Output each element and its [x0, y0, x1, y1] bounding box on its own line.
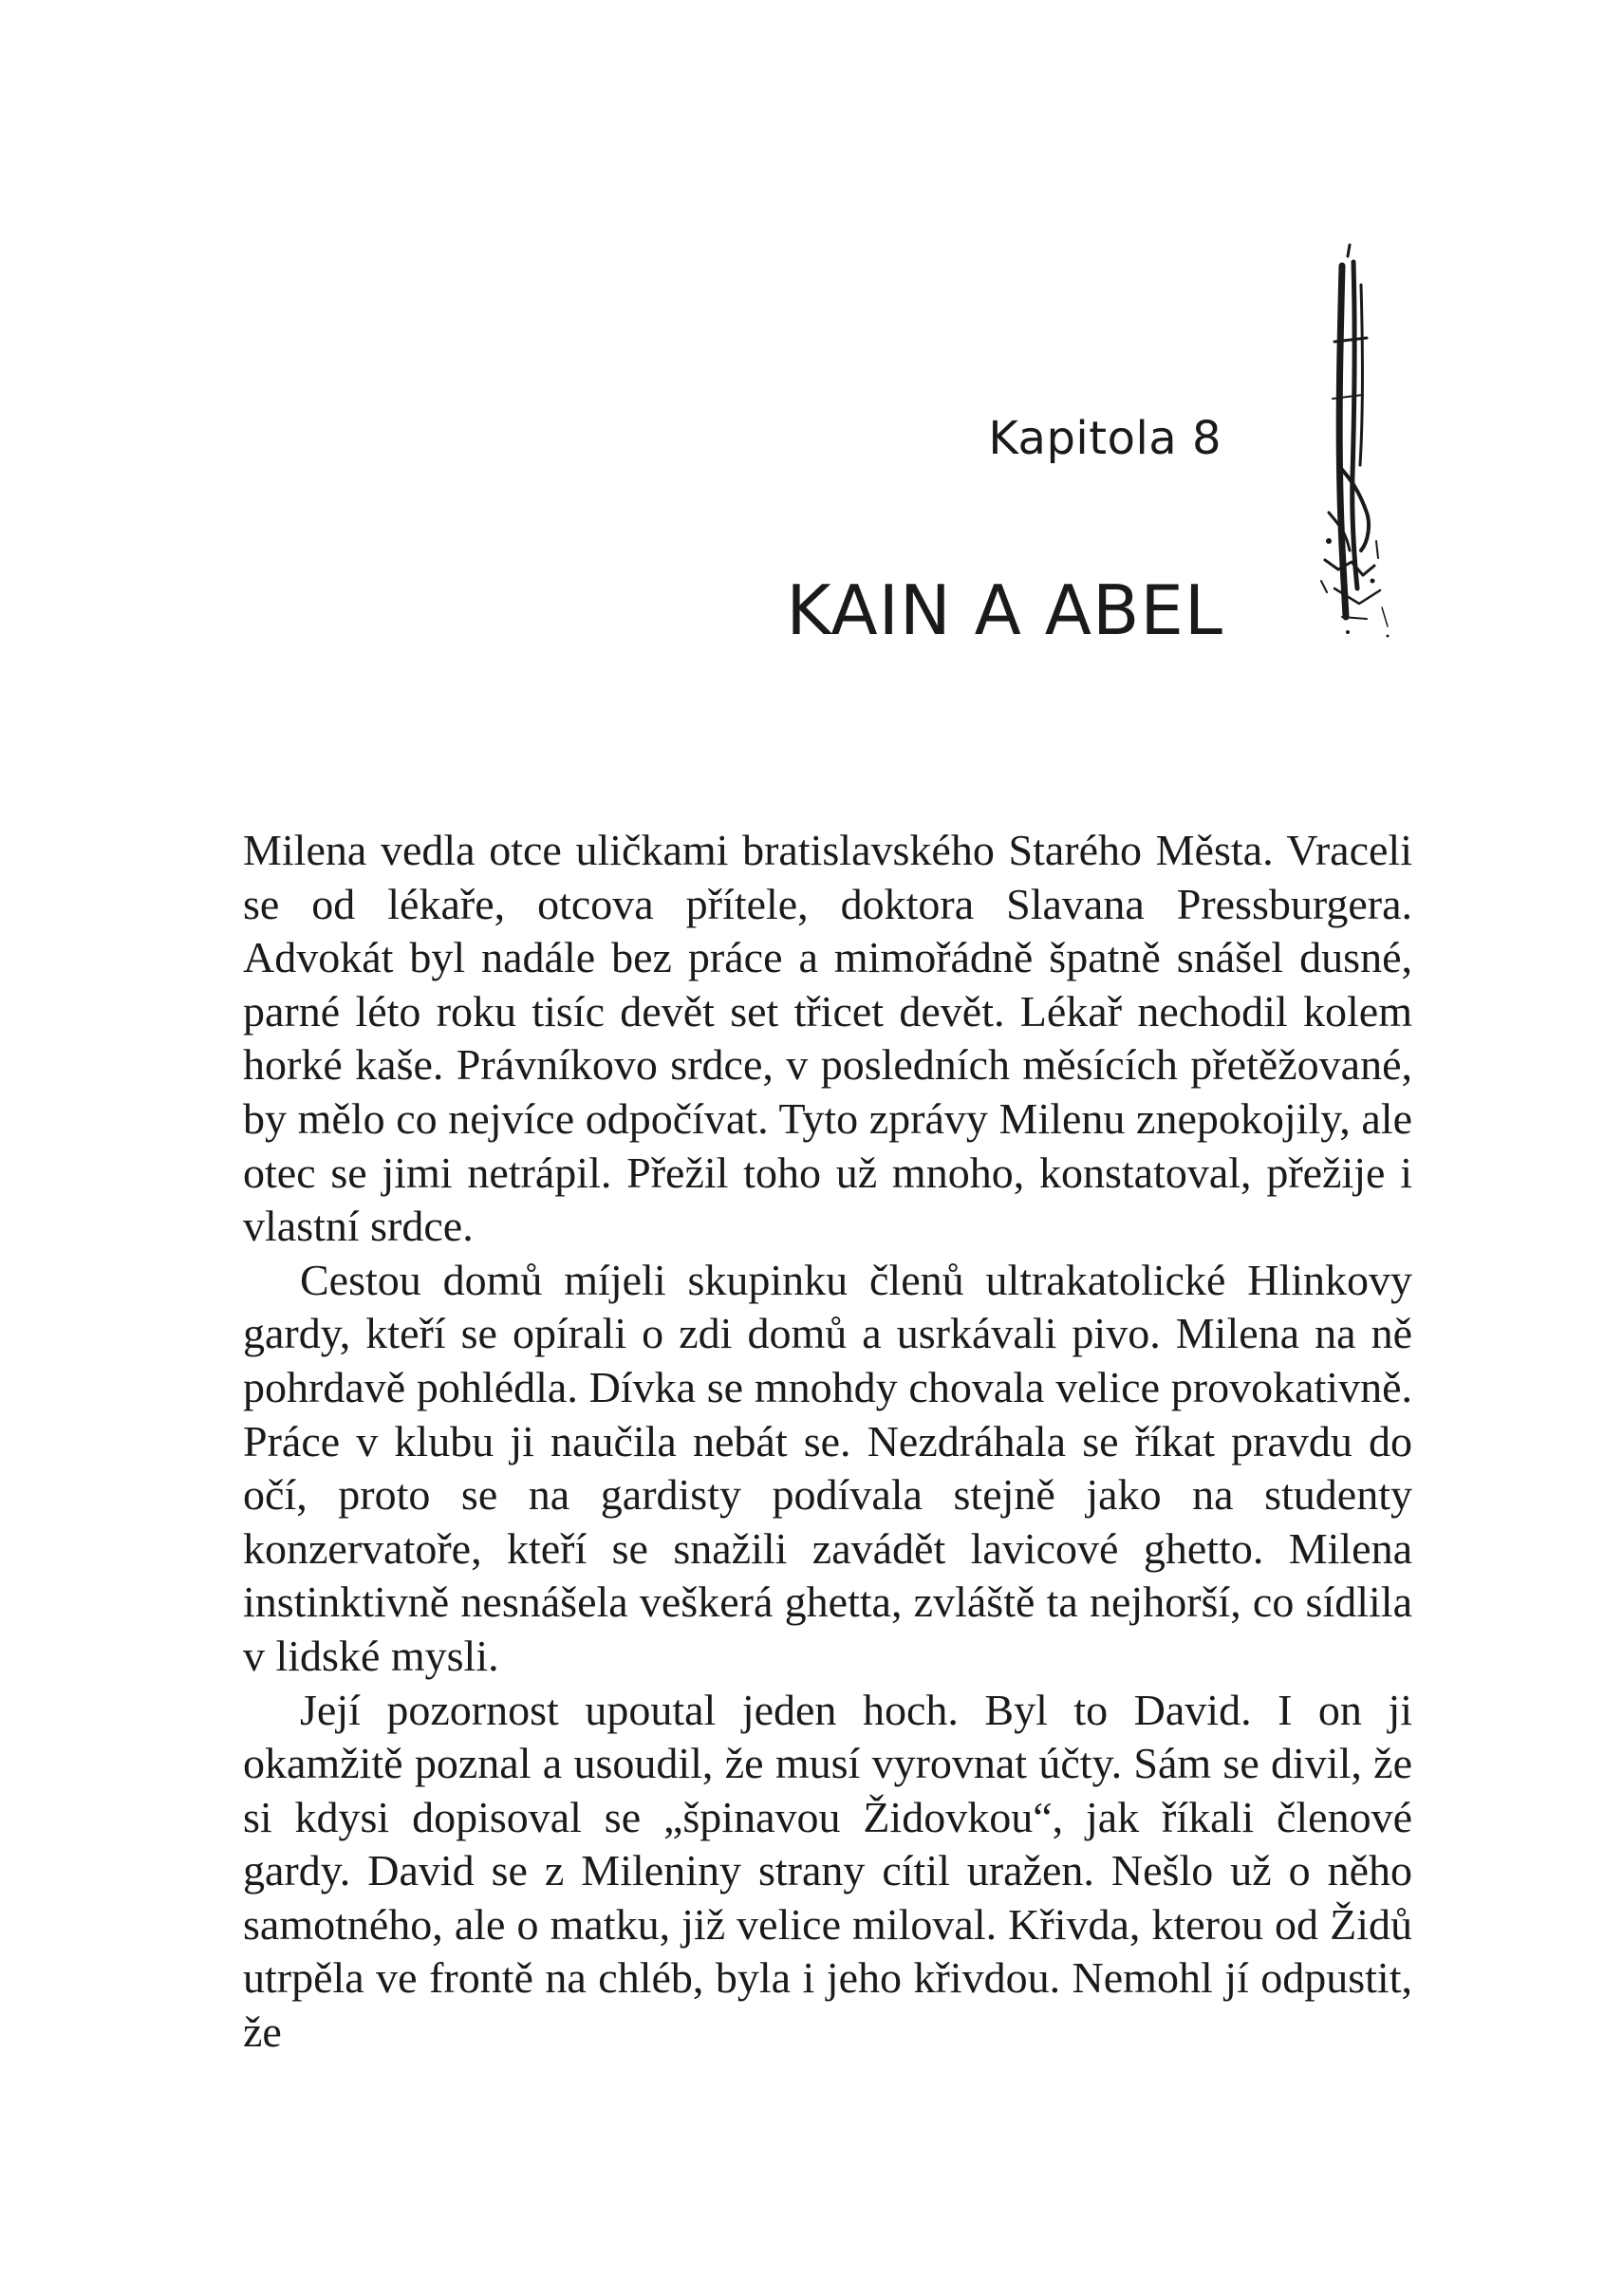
chapter-body-text	[243, 824, 1412, 2060]
paragraph: Její pozornost upoutal jeden hoch. Byl to David. I on ji okamžitě poznal a usoudil, že musí vyrovnat účty. Sám se divil, že si kdysi dopisoval se „špinavou Židovkou“, jak říkali členové gardy. David se z Mileniny strany cítil uražen. Nešlo už o něho samotného, ale o matku, již velice miloval. Křivda, kterou od Židů utrpěla ve frontě na chléb, byla i jeho křivdou. Nemohl jí odpustit, že	[243, 1685, 1412, 2057]
paragraph: Milena vedla otce uličkami bratislavského Starého Města. Vraceli se od lékaře, otcova přítele, doktora Slavana Pressburgera. Advokát byl nadále bez práce a mimořádně špatně snášel dusné, parné léto roku tisíc devět set třicet devět. Lékař nechodil kolem horké kaše. Právníkovo srdce, v posledních měsících přetěžované, by mělo co nejvíce odpočívat. Tyto zprávy Milenu znepokojily, ale otec se jimi netrápil. Přežil toho už mnoho, konstatoval, přežije i vlastní srdce.	[243, 826, 1412, 1251]
chapter-title: KAIN A ABEL	[786, 570, 1223, 650]
paragraph: Cestou domů míjeli skupinku členů ultrakatolické Hlinkovy gardy, kteří se opírali o zdi domů a usrkávali pivo. Milena na ně pohrdavě pohlédla. Dívka se mnohdy chovala velice provokativně. Práce v klubu ji naučila nebát se. Nezdráhala se říkat pravdu do očí, proto se na gardisty podívala stejně jako na studenty konzervatoře, kteří se snažili zavádět lavicové ghetto. Milena instinktivně nesnášela veškerá ghetta, zvláště ta nejhorší, co sídlila v lidské mysli.	[243, 1255, 1412, 1680]
chapter-number: Kapitola 8	[988, 412, 1222, 465]
brush-stroke-ornament-icon	[1300, 228, 1395, 645]
